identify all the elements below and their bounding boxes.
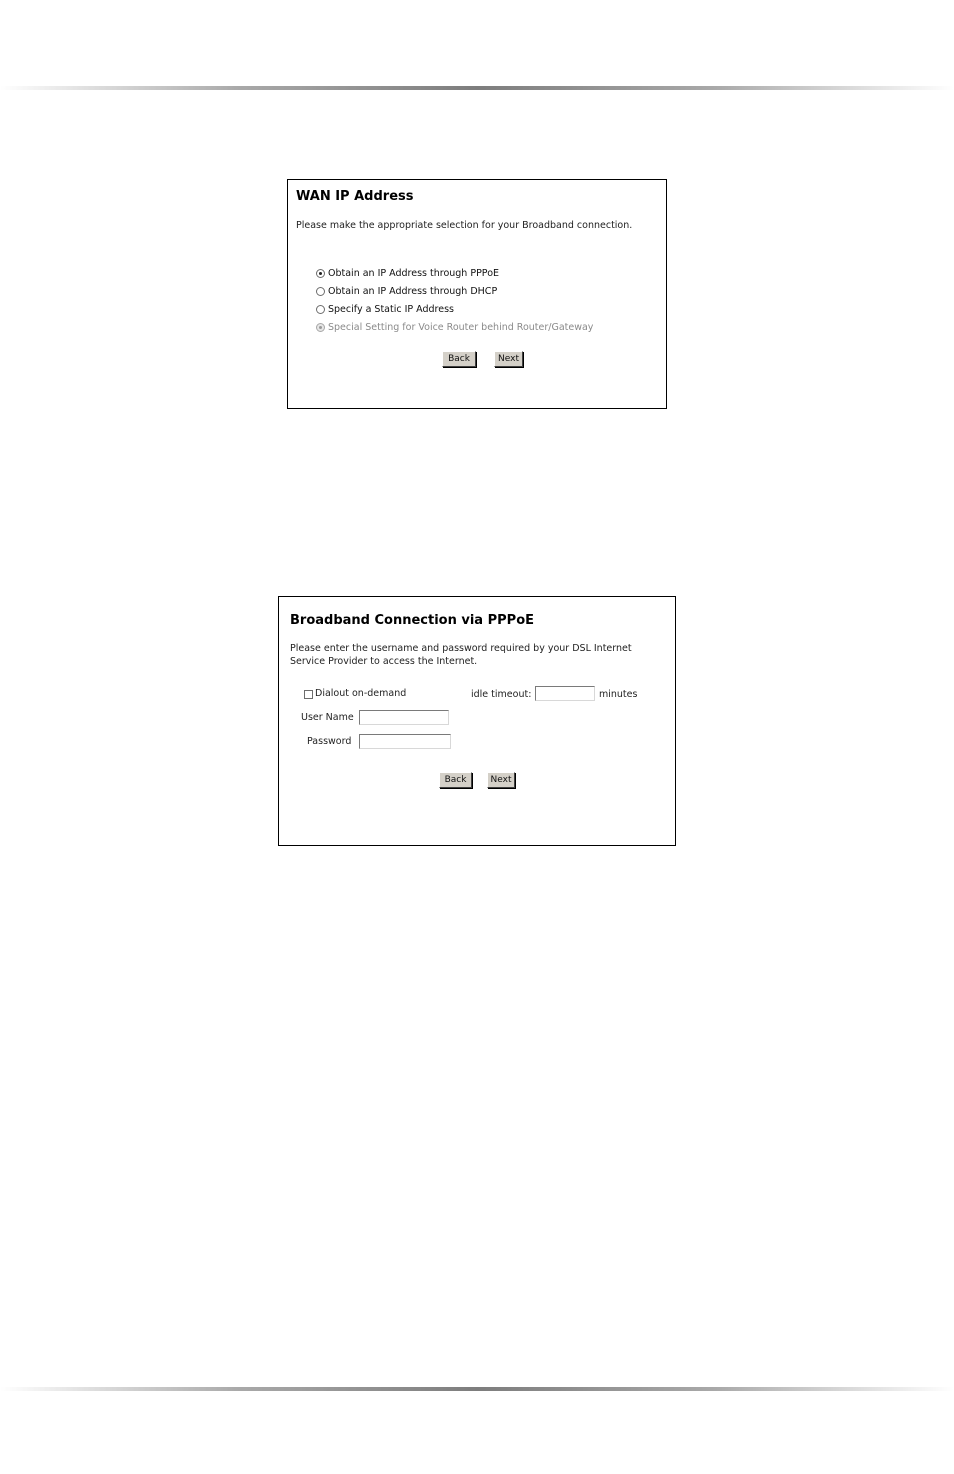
wan-next-button[interactable]: Next bbox=[494, 351, 523, 367]
idle-timeout-label: idle timeout: bbox=[471, 689, 532, 700]
radio-dhcp[interactable] bbox=[316, 284, 497, 298]
pppoe-next-button[interactable]: Next bbox=[487, 772, 515, 788]
pppoe-panel-title: Broadband Connection via PPPoE bbox=[290, 613, 535, 628]
dialout-label: Dialout on-demand bbox=[315, 688, 407, 699]
radio-static-ip[interactable] bbox=[316, 302, 454, 316]
username-label: User Name bbox=[301, 712, 354, 723]
radio-pppoe-label: Obtain an IP Address through PPPoE bbox=[328, 267, 500, 279]
wan-ip-address-panel bbox=[287, 179, 667, 409]
pppoe-panel bbox=[278, 596, 676, 846]
radio-voice-router-label: Special Setting for Voice Router behind Router/Gateway bbox=[328, 321, 594, 333]
wan-back-button[interactable]: Back bbox=[442, 351, 476, 367]
radio-static-ip-indicator[interactable] bbox=[316, 305, 325, 314]
idle-timeout-input[interactable] bbox=[535, 686, 595, 701]
minutes-label: minutes bbox=[599, 689, 638, 700]
pppoe-back-button[interactable]: Back bbox=[439, 772, 472, 788]
username-input[interactable] bbox=[359, 710, 449, 725]
pppoe-description-line2: Service Provider to access the Internet. bbox=[290, 656, 478, 667]
radio-voice-router bbox=[316, 320, 593, 334]
password-input[interactable] bbox=[359, 734, 451, 749]
radio-static-ip-label: Specify a Static IP Address bbox=[328, 303, 454, 315]
dialout-checkbox[interactable] bbox=[304, 690, 313, 699]
wan-panel-title: WAN IP Address bbox=[296, 189, 414, 204]
radio-voice-router-indicator bbox=[316, 323, 325, 332]
radio-dhcp-indicator[interactable] bbox=[316, 287, 325, 296]
radio-dhcp-label: Obtain an IP Address through DHCP bbox=[328, 285, 498, 297]
radio-pppoe-indicator[interactable] bbox=[316, 269, 325, 278]
radio-pppoe[interactable] bbox=[316, 266, 499, 280]
wan-panel-description: Please make the appropriate selection for your Broadband connection. bbox=[296, 220, 633, 231]
pppoe-description-line1: Please enter the username and password required by your DSL Internet bbox=[290, 643, 632, 654]
password-label: Password bbox=[307, 736, 352, 747]
bottom-divider bbox=[0, 1387, 954, 1391]
top-divider bbox=[0, 86, 954, 90]
